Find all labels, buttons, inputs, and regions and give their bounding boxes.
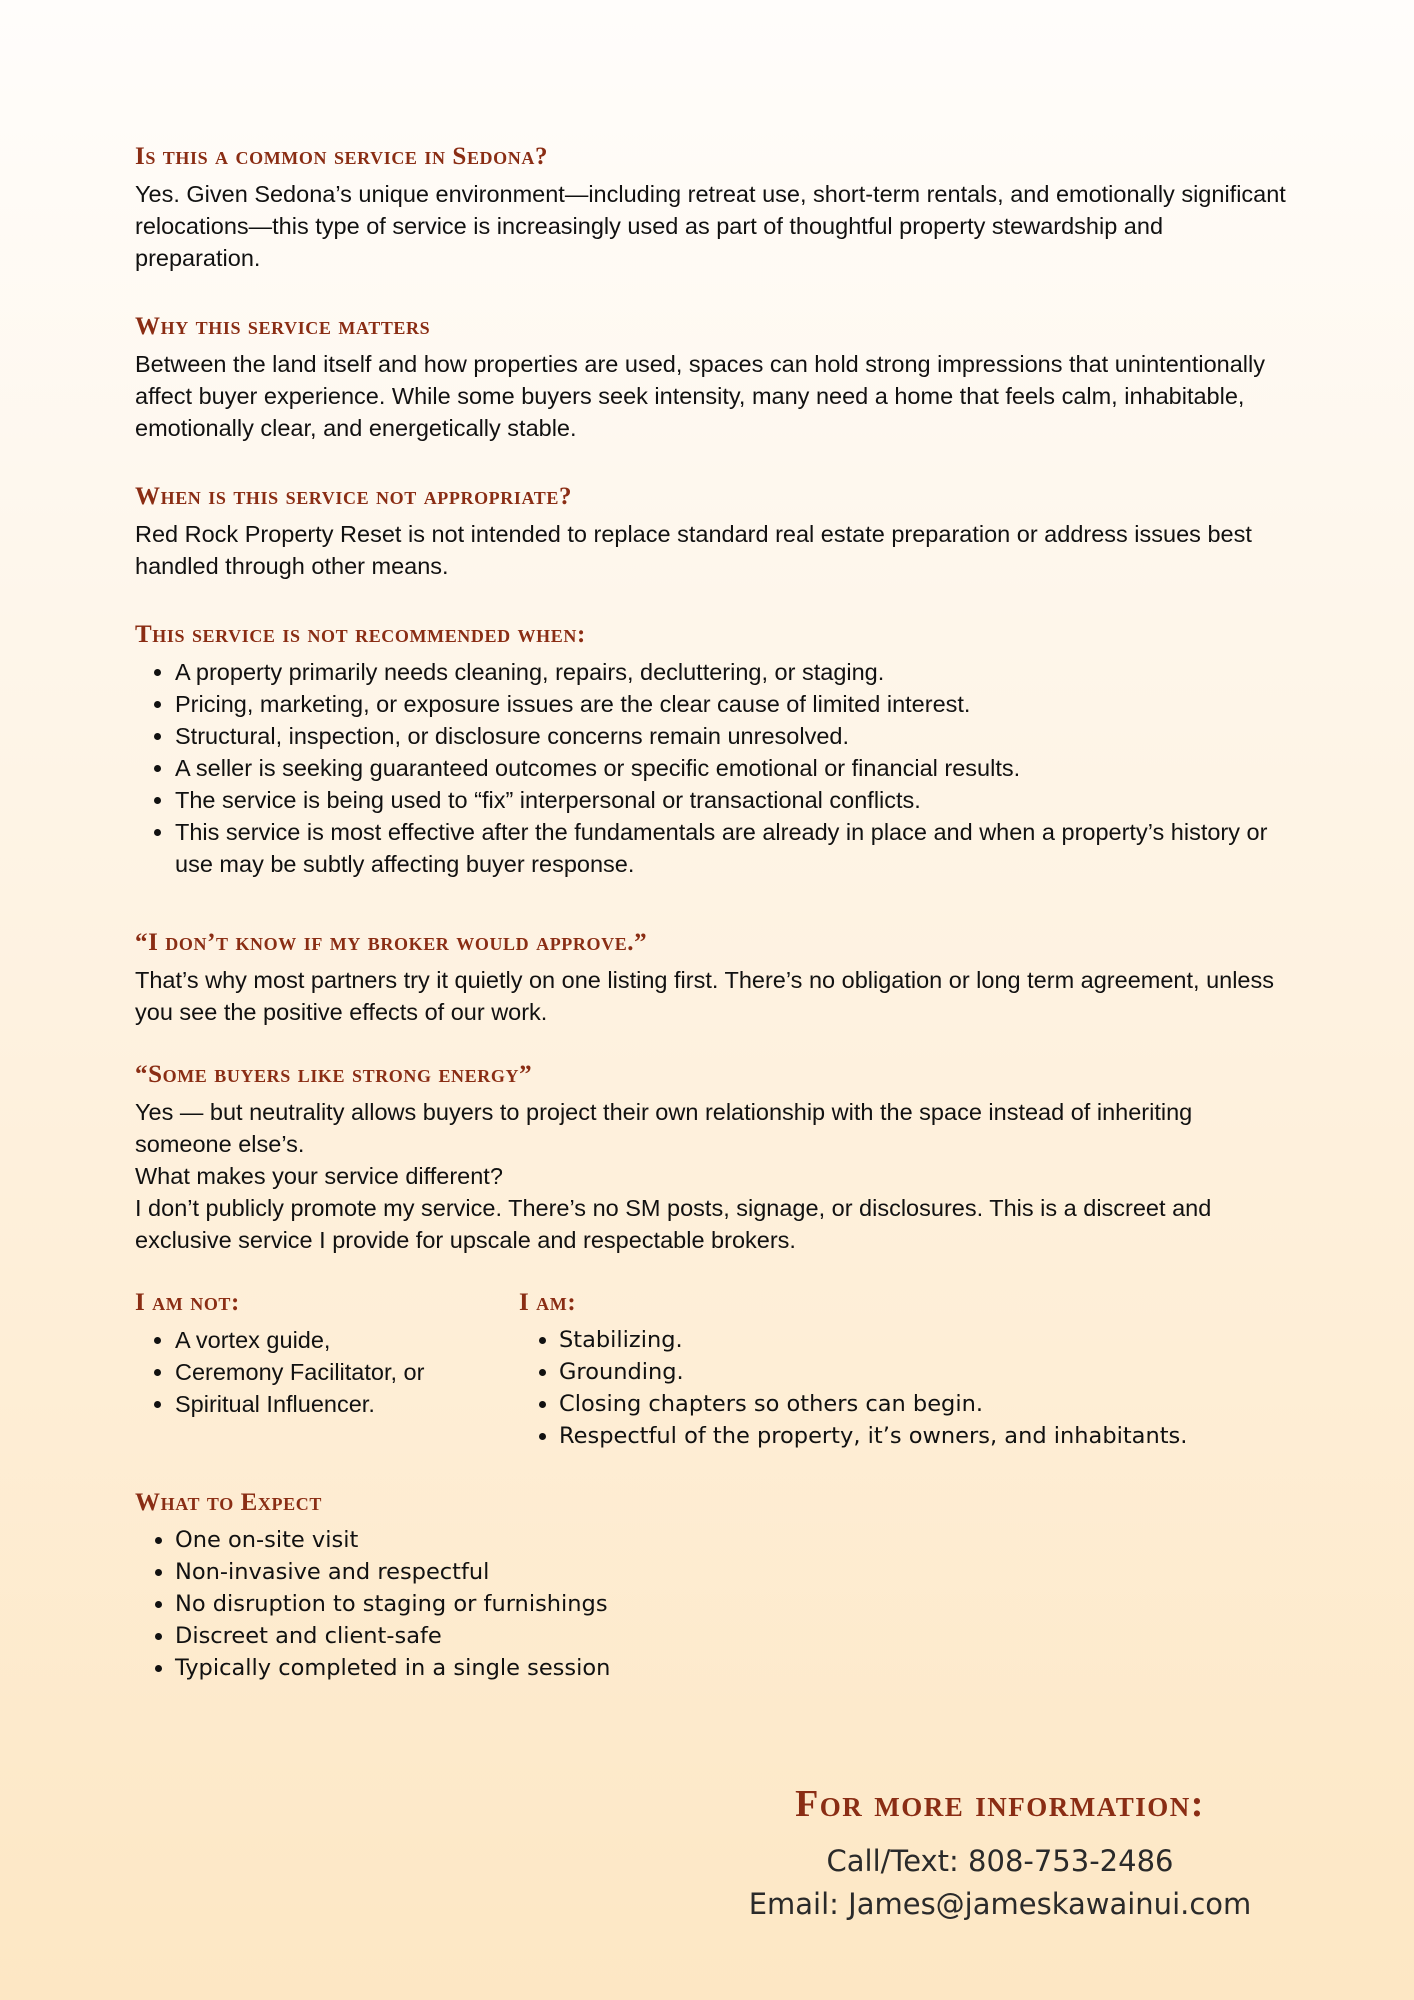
- section-not-appropriate: [135, 480, 1294, 582]
- list-item: • Discreet and client-safe: [175, 1620, 1294, 1652]
- not-recommended-list: [135, 656, 1294, 880]
- section-heading: “Some buyers like strong energy”: [135, 1061, 533, 1088]
- i-am-list: [519, 1324, 1294, 1452]
- contact-phone: Call/Text: 808-753-2486: [826, 1844, 1174, 1878]
- section-heading: What to Expect: [135, 1489, 322, 1516]
- i-am-not-list: [135, 1324, 519, 1420]
- list-item: • Structural, inspection, or disclosure concerns remain unresolved.: [175, 720, 1294, 752]
- list-item: • A seller is seeking guaranteed outcomes or specific emotional or financial results.: [175, 752, 1294, 784]
- section-body: Yes. Given Sedona’s unique environment—including retreat use, short-term rentals, and emotionally significant relocations—this type of service is increasingly used as part of thoughtful property stewardship and preparation.: [135, 181, 1286, 271]
- section-subquestion: What makes your service different?: [135, 1163, 503, 1189]
- i-am-not-column: [135, 1286, 519, 1452]
- section-heading: Is this a common service in Sedona?: [135, 143, 549, 170]
- list-item: • Spiritual Influencer.: [175, 1388, 519, 1420]
- list-item: • The service is being used to “fix” interpersonal or transactional conflicts.: [175, 784, 1294, 816]
- expect-list: [135, 1524, 1294, 1684]
- list-item: • A vortex guide,: [175, 1324, 519, 1356]
- i-am-column: [519, 1286, 1294, 1452]
- list-item: • No disruption to staging or furnishings: [175, 1588, 1294, 1620]
- section-heading: When is this service not appropriate?: [135, 483, 573, 510]
- section-body: Red Rock Property Reset is not intended to replace standard real estate preparation or address issues best handled through other means.: [135, 521, 1252, 579]
- list-item: • Closing chapters so others can begin.: [559, 1388, 1294, 1420]
- list-item: • Non-invasive and respectful: [175, 1556, 1294, 1588]
- section-heading: This service is not recommended when:: [135, 621, 586, 648]
- section-body: That’s why most partners try it quietly on one listing first. There’s no obligation or long term agreement, unless you see the positive effects of our work.: [135, 967, 1275, 1025]
- section-not-recommended: [135, 618, 1294, 880]
- section-heading: Why this service matters: [135, 313, 431, 340]
- contact-email: Email: James@jameskawainui.com: [748, 1887, 1252, 1921]
- section-heading: “I don’t know if my broker would approve.”: [135, 929, 648, 956]
- section-why-matters: [135, 310, 1294, 444]
- section-body: I don’t publicly promote my service. There’s no SM posts, signage, or disclosures. This is a discreet and exclusive service I provide for upscale and respectable brokers.: [135, 1195, 1212, 1253]
- section-heading: I am:: [519, 1289, 577, 1316]
- section-what-to-expect: [135, 1486, 1294, 1684]
- contact-block: [700, 1782, 1300, 1926]
- list-item: • A property primarily needs cleaning, repairs, decluttering, or staging.: [175, 656, 1294, 688]
- section-broker-approve: [135, 926, 1294, 1028]
- list-item: • Typically completed in a single session: [175, 1652, 1294, 1684]
- contact-title: For more information:: [795, 1783, 1205, 1825]
- section-common-service: [135, 140, 1294, 274]
- section-body: Between the land itself and how properties are used, spaces can hold strong impressions that unintentionally affect buyer experience. While some buyers seek intensity, many need a home that feels calm, inhabitable, emotionally clear, and energetically stable.: [135, 351, 1265, 441]
- list-item: • Ceremony Facilitator, or: [175, 1356, 519, 1388]
- list-item: • This service is most effective after the fundamentals are already in place and when a property’s history or use may be subtly affecting buyer response.: [175, 816, 1294, 880]
- list-item: • One on-site visit: [175, 1524, 1294, 1556]
- list-item: • Respectful of the property, it’s owners, and inhabitants.: [559, 1420, 1294, 1452]
- section-heading: I am not:: [135, 1289, 240, 1316]
- section-body: Yes — but neutrality allows buyers to project their own relationship with the space instead of inheriting someone else’s.: [135, 1099, 1193, 1157]
- list-item: • Pricing, marketing, or exposure issues are the clear cause of limited interest.: [175, 688, 1294, 720]
- list-item: • Stabilizing.: [559, 1324, 1294, 1356]
- section-strong-energy: [135, 1058, 1294, 1256]
- list-item: • Grounding.: [559, 1356, 1294, 1388]
- identity-columns: [135, 1286, 1294, 1452]
